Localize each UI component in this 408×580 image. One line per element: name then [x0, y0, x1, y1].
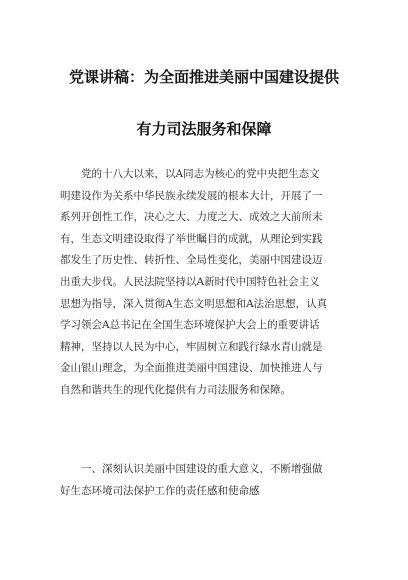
- paragraph-intro: [60, 164, 360, 402]
- section-heading-1: [60, 459, 360, 502]
- heading-line: 一、深刻认识美丽中国建设的重大意义，不断增强做: [81, 463, 323, 475]
- paragraph-line: 金山银山理念，为全面推进美丽中国建设、加快推进人与: [60, 362, 323, 375]
- paragraph-line: 有，生态文明建设取得了举世瞩目的成就，从理论到实践: [60, 232, 323, 245]
- paragraph-line: 自然和谐共生的现代化提供有力司法服务和保障。: [60, 383, 291, 396]
- paragraph-line: 党的十八大以来，以A同志为核心的党中央把生态文: [81, 168, 320, 180]
- paragraph-line: 出重大步伐。人民法院坚持以A新时代中国特色社会主义: [60, 275, 320, 288]
- document-title-line-2: 有力司法服务和保障: [136, 120, 272, 138]
- paragraph-line: 精神，坚持以人民为中心，牢固树立和践行绿水青山就是: [60, 340, 323, 353]
- paragraph-line: 明建设作为关系中华民族永续发展的根本大计，开展了一: [60, 189, 323, 202]
- paragraph-line: 都发生了历史性、转折性、全局性变化，美丽中国建设迈: [60, 254, 323, 267]
- paragraph-line: 学习领会A总书记在全国生态环境保护大会上的重要讲话: [60, 319, 320, 332]
- paragraph-line: 系列开创性工作，决心之大、力度之大、成效之大前所未: [60, 211, 323, 224]
- heading-line: 好生态环境司法保护工作的责任感和使命感: [60, 484, 260, 497]
- document-title-line-1: 党课讲稿：为全面推进美丽中国建设提供: [68, 68, 339, 86]
- paragraph-line: 思想为指导，深入贯彻A生态文明思想和A法治思想，认真: [60, 297, 328, 310]
